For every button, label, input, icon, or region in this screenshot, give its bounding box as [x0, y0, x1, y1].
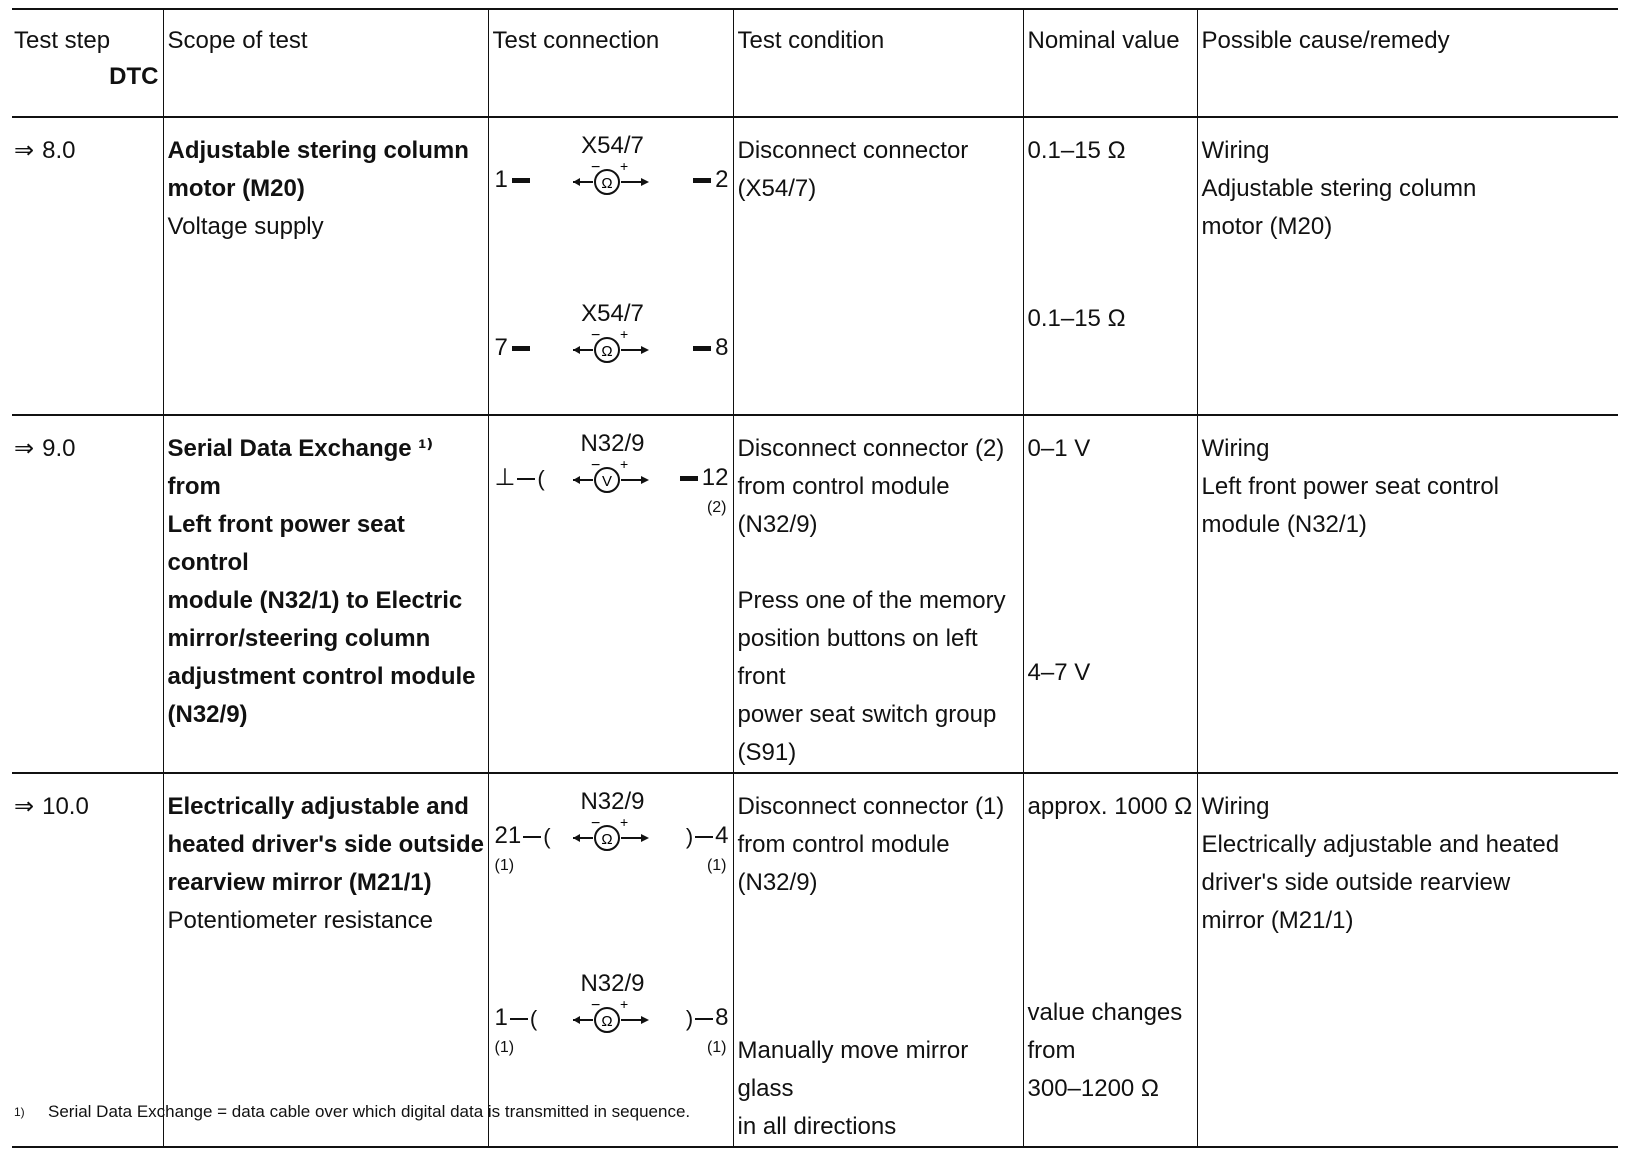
scope-cell [163, 415, 488, 773]
test-connection-diagram [493, 430, 733, 516]
condition-cell [733, 117, 1023, 415]
svg-text:+: + [619, 328, 628, 342]
condition-line: Press one of the memory [737, 587, 1006, 614]
connector-number: (1) [494, 1039, 515, 1056]
remedy-line: driver's side outside rearview [1201, 869, 1511, 896]
scope-title-line: Serial Data Exchange ¹⁾ from [167, 435, 434, 500]
test-connection-diagram [493, 970, 733, 1056]
right-pin [689, 334, 728, 362]
remedy-line: mirror (M21/1) [1201, 907, 1354, 934]
svg-text:−: − [590, 998, 600, 1014]
right-pin [689, 166, 728, 194]
remedy-cell [1197, 773, 1618, 1147]
header-remedy: Possible cause/remedy [1197, 9, 1618, 117]
scope-title-line: (N32/9) [167, 701, 248, 728]
nominal-value: approx. 1000 Ω [1027, 793, 1193, 820]
remedy-line: motor (M20) [1201, 213, 1333, 240]
connector-name: N32/9 [580, 788, 645, 815]
connection-cell [488, 117, 733, 415]
probe-lead-icon [695, 1018, 713, 1020]
plug-icon: ) [685, 823, 694, 849]
scope-cell [163, 773, 488, 1147]
right-pin [686, 822, 729, 851]
meter-symbol: Ω [600, 343, 613, 360]
remedy-line: Electrically adjustable and heated [1201, 831, 1560, 858]
condition-line: from control module (N32/9) [737, 831, 950, 896]
nominal-value: 0–1 V [1027, 435, 1091, 462]
svg-text:+: + [619, 998, 628, 1012]
scope-subtitle: Potentiometer resistance [167, 907, 433, 934]
condition-line: (X54/7) [737, 175, 817, 202]
right-pin-number: 8 [715, 334, 729, 361]
svg-text:−: − [590, 816, 600, 832]
step-cell [12, 773, 163, 1147]
right-pin [686, 1004, 729, 1033]
connector-name: X54/7 [581, 132, 644, 159]
right-pin-number: 2 [715, 166, 729, 193]
header-connection: Test connection [488, 9, 733, 117]
ohmmeter-icon [571, 160, 651, 198]
probe-lead-icon [680, 476, 698, 481]
left-pin-number: 1 [494, 1004, 508, 1031]
header-test-step [12, 9, 163, 117]
svg-text:+: + [619, 458, 628, 472]
scope-title-line: motor (M20) [167, 175, 305, 202]
left-pin-number: 1 [494, 166, 508, 193]
probe-lead-icon [523, 836, 541, 838]
table-row [12, 117, 1618, 415]
condition-line: (S91) [737, 739, 797, 766]
scope-cell [163, 117, 488, 415]
scope-title-line: mirror/steering column [167, 625, 431, 652]
left-pin-number: 7 [494, 334, 508, 361]
condition-line: from control module (N32/9) [737, 473, 950, 538]
left-pin [495, 166, 534, 194]
arrow-icon: ⇒ [14, 793, 35, 820]
connector-name: N32/9 [580, 970, 645, 997]
right-pin [676, 464, 729, 492]
condition-line: Disconnect connector [737, 137, 969, 164]
condition-line: Disconnect connector (1) [737, 793, 1005, 820]
connection-cell [488, 415, 733, 773]
left-pin-number: 21 [494, 822, 522, 849]
remedy-line: module (N32/1) [1201, 511, 1367, 538]
nominal-cell [1023, 117, 1197, 415]
nominal-value: from [1027, 1037, 1076, 1064]
header-dtc-label: DTC [109, 63, 159, 90]
step-cell [12, 415, 163, 773]
remedy-line: Wiring [1201, 137, 1270, 164]
test-connection-diagram [493, 300, 733, 378]
probe-lead-icon [512, 178, 530, 183]
condition-cell [733, 773, 1023, 1147]
condition-line: power seat switch group [737, 701, 997, 728]
scope-title-line: rearview mirror (M21/1) [167, 869, 432, 896]
probe-lead-icon [510, 1018, 528, 1020]
svg-text:+: + [619, 160, 628, 174]
nominal-value: 0.1–15 Ω [1027, 305, 1126, 332]
meter-symbol: Ω [600, 1013, 613, 1030]
condition-line: Disconnect connector (2) [737, 435, 1005, 462]
connector-name: N32/9 [580, 430, 645, 457]
table-header-row [12, 9, 1618, 117]
scope-title-line: module (N32/1) to Electric [167, 587, 463, 614]
right-pin-number: 8 [715, 1004, 729, 1031]
scope-title-line: Adjustable stering column [167, 137, 469, 164]
connector-number: (1) [706, 857, 727, 874]
remedy-cell [1197, 117, 1618, 415]
nominal-value: 4–7 V [1027, 659, 1091, 686]
remedy-cell [1197, 415, 1618, 773]
scope-title-line: Electrically adjustable and [167, 793, 469, 820]
header-condition: Test condition [733, 9, 1023, 117]
header-scope: Scope of test [163, 9, 488, 117]
meter-symbol: Ω [600, 831, 613, 848]
remedy-line: Wiring [1201, 435, 1270, 462]
scope-title-line: heated driver's side outside [167, 831, 484, 858]
step-number: 10.0 [42, 793, 89, 820]
plug-icon: ) [685, 1005, 694, 1031]
voltmeter-icon [571, 458, 651, 496]
probe-lead-icon [693, 178, 711, 183]
table-row [12, 773, 1618, 1147]
nominal-cell [1023, 415, 1197, 773]
left-pin [495, 334, 534, 362]
meter-symbol: V [601, 473, 612, 490]
condition-line: position buttons on left front [737, 625, 978, 690]
svg-text:−: − [590, 458, 600, 474]
connector-number: (1) [706, 1039, 727, 1056]
footnote-text: Serial Data Exchange = data cable over which digital data is transmitted in sequence. [48, 1102, 691, 1121]
plug-icon: ( [537, 465, 545, 491]
connector-number: (1) [494, 857, 515, 874]
test-table [12, 8, 1618, 1148]
connector-number: (2) [706, 499, 727, 516]
document-page [12, 8, 1618, 1148]
test-connection-diagram [493, 788, 733, 874]
remedy-line: Wiring [1201, 793, 1270, 820]
nominal-value: 300–1200 Ω [1027, 1075, 1159, 1102]
plug-icon: ( [543, 823, 551, 849]
table-row [12, 415, 1618, 773]
right-pin-number: 12 [701, 464, 729, 491]
ground-icon: ⊥ [494, 464, 516, 491]
scope-title-line: adjustment control module [167, 663, 476, 690]
svg-text:−: − [590, 160, 600, 176]
connection-cell [488, 773, 733, 1147]
probe-lead-icon [517, 478, 535, 480]
condition-spacer [738, 544, 1023, 582]
svg-text:−: − [590, 328, 600, 344]
condition-cell [733, 415, 1023, 773]
ohmmeter-icon [571, 998, 651, 1036]
header-test-step-label: Test step [14, 27, 111, 54]
ohmmeter-icon [571, 328, 651, 366]
scope-title-line: Left front power seat control [167, 511, 405, 576]
arrow-icon: ⇒ [14, 435, 35, 462]
probe-lead-icon [512, 346, 530, 351]
connector-name: X54/7 [581, 300, 644, 327]
nominal-value: 0.1–15 Ω [1027, 137, 1126, 164]
nominal-value: value changes [1027, 999, 1183, 1026]
remedy-line: Left front power seat control [1201, 473, 1499, 500]
right-pin-number: 4 [715, 822, 729, 849]
arrow-icon: ⇒ [14, 137, 35, 164]
plug-icon: ( [529, 1005, 538, 1031]
meter-symbol: Ω [600, 175, 613, 192]
step-number: 8.0 [42, 137, 76, 164]
header-nominal: Nominal value [1023, 9, 1197, 117]
test-connection-diagram [493, 132, 733, 210]
nominal-cell [1023, 773, 1197, 1147]
step-number: 9.0 [42, 435, 76, 462]
left-pin [495, 1004, 538, 1033]
svg-text:+: + [619, 816, 628, 830]
probe-lead-icon [695, 836, 713, 838]
left-pin [495, 464, 545, 493]
left-pin [495, 822, 551, 851]
footnote [14, 1101, 690, 1123]
scope-subtitle: Voltage supply [167, 213, 324, 240]
footnote-mark: 1) [14, 1105, 25, 1119]
condition-line: Manually move mirror glass [737, 1037, 969, 1102]
condition-line: in all directions [737, 1113, 897, 1140]
ohmmeter-icon [571, 816, 651, 854]
step-cell [12, 117, 163, 415]
remedy-line: Adjustable stering column [1201, 175, 1477, 202]
probe-lead-icon [693, 346, 711, 351]
